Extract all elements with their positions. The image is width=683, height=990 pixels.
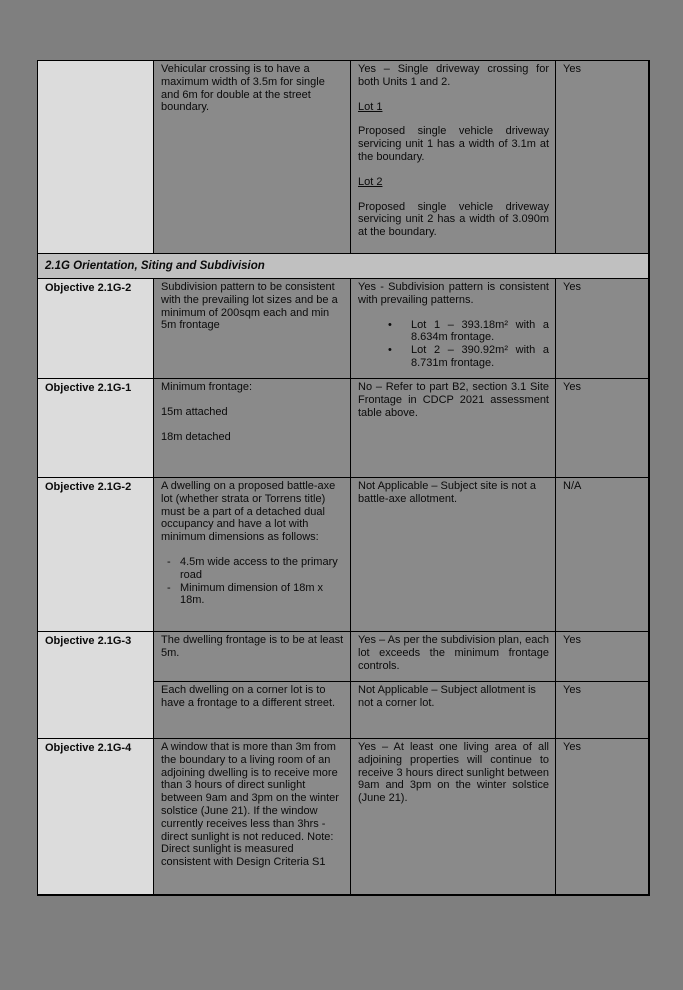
requirement-text: Each dwelling on a corner lot is to have a frontage to a different street. [161,684,336,709]
comment-text: Proposed single vehicle driveway servicing unit 1 has a width of 3.1m at the boundary. [358,125,549,163]
comment-text: No – Refer to part B2, section 3.1 Site Frontage in CDCP 2021 assessment table above. [358,381,549,419]
requirement-cell-subdivision [154,279,351,379]
list-item-text: Lot 2 – 390.92m² with a 8.731m frontage. [411,344,549,369]
complies-cell [556,478,648,632]
objective-cell-empty [38,61,154,254]
requirement-text: Vehicular crossing is to have a maximum width of 3.5m for single and 6m for double at the street boundary. [161,63,325,114]
requirement-cell-battleaxe [154,478,351,632]
list-item-text: Lot 1 – 393.18m² with a 8.634m frontage. [411,318,549,344]
comment-cell-corner-lot [351,682,556,739]
complies-value: Yes [563,281,581,293]
requirement-text: 18m detached [161,430,231,443]
complies-cell [556,682,648,739]
dash-marker: - [167,555,171,568]
requirement-cell-corner-lot [154,682,351,739]
complies-value: Yes [563,63,581,75]
comment-text: Yes - Subdivision pattern is consistent with prevailing patterns. [358,281,549,306]
complies-cell [556,632,648,682]
section-header: 2.1G Orientation, Siting and Subdivision [38,254,648,279]
requirement-cell-dwelling-frontage [154,632,351,682]
complies-value: Yes [563,684,581,696]
complies-value: N/A [563,480,582,492]
objective-cell: Objective 2.1G-2 [38,478,154,632]
objective-cell: Objective 2.1G-4 [38,739,154,894]
comment-cell-battleaxe [351,478,556,632]
comment-cell-solar [351,739,556,894]
comment-text: Not Applicable – Subject allotment is not a corner lot. [358,684,536,709]
list-item [167,556,344,582]
objective-cell: Objective 2.1G-3 [38,632,154,739]
objective-cell: Objective 2.1G-2 [38,279,154,379]
bullet-marker: • [388,344,392,357]
lot-area-list [388,319,549,370]
list-item-text: Minimum dimension of 18m x 18m. [180,581,324,607]
complies-cell-crossing [556,61,648,254]
dimension-list [167,556,344,607]
requirement-text: Subdivision pattern to be consistent with the prevailing lot sizes and be a minimum of 200sqm each and min 5m frontage [161,281,338,332]
comment-cell-dwelling-frontage [351,632,556,682]
complies-value: Yes [563,741,581,753]
compliance-assessment-table [37,60,650,896]
complies-cell [556,279,648,379]
requirement-cell-solar [154,739,351,894]
comment-text: Yes – As per the subdivision plan, each lot exceeds the minimum frontage controls. [358,634,550,672]
lot2-heading: Lot 2 [358,175,383,188]
complies-value: Yes [563,634,581,646]
requirement-text: The dwelling frontage is to be at least 5m. [161,634,344,659]
comment-text: Yes – At least one living area of all adjoining properties will continue to receive 3 hours direct sunlight between 9am and 3pm on the winter solstice (June 21). [358,741,549,805]
list-item [167,582,344,608]
comment-cell-crossing [351,61,556,254]
list-item [388,344,549,370]
requirement-text: Minimum frontage: [161,381,253,393]
requirement-text: A window that is more than 3m from the boundary to a living room of an adjoining dwelling is to receive more than 3 hours of direct sunlight between 9am and 3pm on the winter solstice (June 21). If the window currently receives less than 3hrs - direct sunlight is not reduced. Note: Direct sunlight is measured consistent with Design Criteria S1 [161,741,339,869]
comment-text: Not Applicable – Subject site is not a battle-axe allotment. [358,480,536,505]
comment-cell-subdivision [351,279,556,379]
requirement-cell-crossing [154,61,351,254]
comment-text: Yes – Single driveway crossing for both Units 1 and 2. [358,63,549,88]
bullet-marker: • [388,318,392,331]
comment-cell-frontage [351,379,556,478]
requirement-cell-frontage [154,379,351,478]
requirement-text: 15m attached [161,405,228,418]
complies-cell [556,379,648,478]
lot1-heading: Lot 1 [358,100,383,113]
complies-cell [556,739,648,894]
list-item [388,319,549,345]
objective-cell: Objective 2.1G-1 [38,379,154,478]
list-item-text: 4.5m wide access to the primary road [180,555,338,581]
complies-value: Yes [563,381,581,393]
comment-text: Proposed single vehicle driveway servicing unit 2 has a width of 3.090m at the boundary. [358,200,549,239]
dash-marker: - [167,581,171,594]
requirement-text: A dwelling on a proposed battle-axe lot (whether strata or Torrens title) must be a part of a detached dual occupancy and have a lot with minimum dimensions as follows: [161,480,336,544]
